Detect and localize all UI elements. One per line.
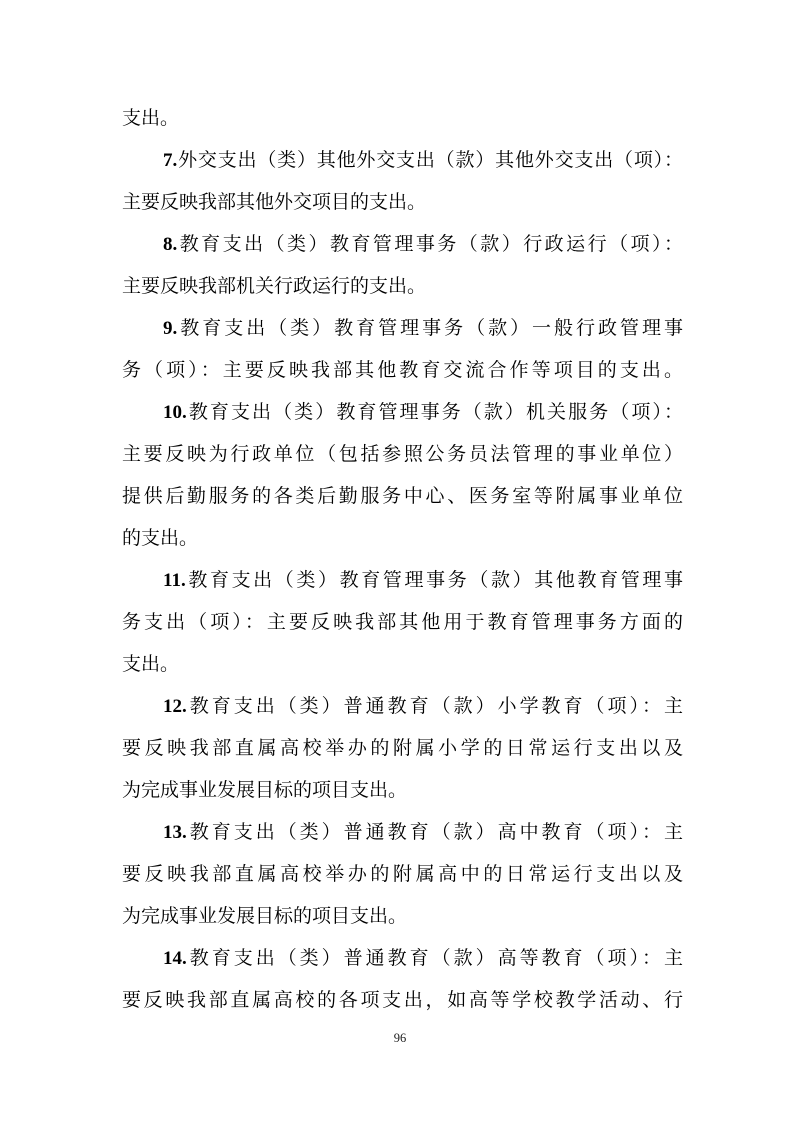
- paragraph-number: 7.: [163, 150, 178, 171]
- text-line: 主要反映为行政单位（包括参照公务员法管理的事业单位）: [122, 444, 683, 465]
- paragraph-number: 14.: [163, 948, 187, 969]
- text-run: 外交支出（类）其他外交支出（款）其他外交支出（项）：: [177, 150, 683, 171]
- paragraph-number: 11.: [163, 570, 186, 591]
- text-line: [122, 392, 683, 434]
- text-run: 教育支出（类）教育管理事务（款）一般行政管理事: [177, 318, 683, 339]
- paragraph-number: 12.: [163, 696, 187, 717]
- text-run: 教育支出（类）普通教育（款）高中教育（项）：主: [186, 822, 683, 843]
- paragraph-number: 10.: [163, 402, 187, 423]
- text-line: [122, 140, 683, 182]
- paragraph: [122, 938, 683, 1022]
- text-line: 务（项）：主要反映我部其他教育交流合作等项目的支出。: [122, 360, 683, 381]
- paragraph: [122, 686, 683, 812]
- text-line: 要反映我部直属高校举办的附属高中的日常运行支出以及: [122, 864, 683, 885]
- text-run: 教育支出（类）普通教育（款）高等教育（项）：主: [186, 948, 683, 969]
- text-run: 教育支出（类）普通教育（款）小学教育（项）：主: [186, 696, 683, 717]
- text-line: 为完成事业发展目标的项目支出。: [122, 906, 408, 927]
- text-line: 要反映我部直属高校的各项支出，如高等学校教学活动、行: [122, 990, 683, 1011]
- paragraph: [122, 812, 683, 938]
- text-line: 主要反映我部其他外交项目的支出。: [122, 192, 427, 213]
- text-line: 支出。: [122, 108, 180, 129]
- page-number: 96: [393, 1031, 407, 1045]
- text-line: [122, 224, 683, 266]
- text-line: 主要反映我部机关行政运行的支出。: [122, 276, 427, 297]
- text-run: 教育支出（类）教育管理事务（款）行政运行（项）：: [177, 234, 683, 255]
- text-line: [122, 686, 683, 728]
- paragraph: [122, 98, 683, 140]
- paragraph: [122, 308, 683, 392]
- paragraph: [122, 560, 683, 686]
- paragraph: [122, 392, 683, 560]
- text-line: 支出。: [122, 654, 180, 675]
- text-run: 教育支出（类）教育管理事务（款）其他教育管理事: [185, 570, 683, 591]
- text-line: [122, 938, 683, 980]
- text-run: 教育支出（类）教育管理事务（款）机关服务（项）：: [186, 402, 683, 423]
- text-line: [122, 560, 683, 602]
- paragraph: [122, 224, 683, 308]
- paragraph-number: 9.: [163, 318, 178, 339]
- text-line: 务支出（项）：主要反映我部其他用于教育管理事务方面的: [122, 612, 683, 633]
- document-body: [122, 98, 683, 1022]
- text-line: 的支出。: [122, 528, 199, 549]
- paragraph-number: 13.: [163, 822, 187, 843]
- text-line: [122, 812, 683, 854]
- paragraph: [122, 140, 683, 224]
- text-line: [122, 308, 683, 350]
- text-line: 要反映我部直属高校举办的附属小学的日常运行支出以及: [122, 738, 683, 759]
- text-line: 为完成事业发展目标的项目支出。: [122, 780, 408, 801]
- text-line: 提供后勤服务的各类后勤服务中心、医务室等附属事业单位: [122, 486, 683, 507]
- paragraph-number: 8.: [163, 234, 178, 255]
